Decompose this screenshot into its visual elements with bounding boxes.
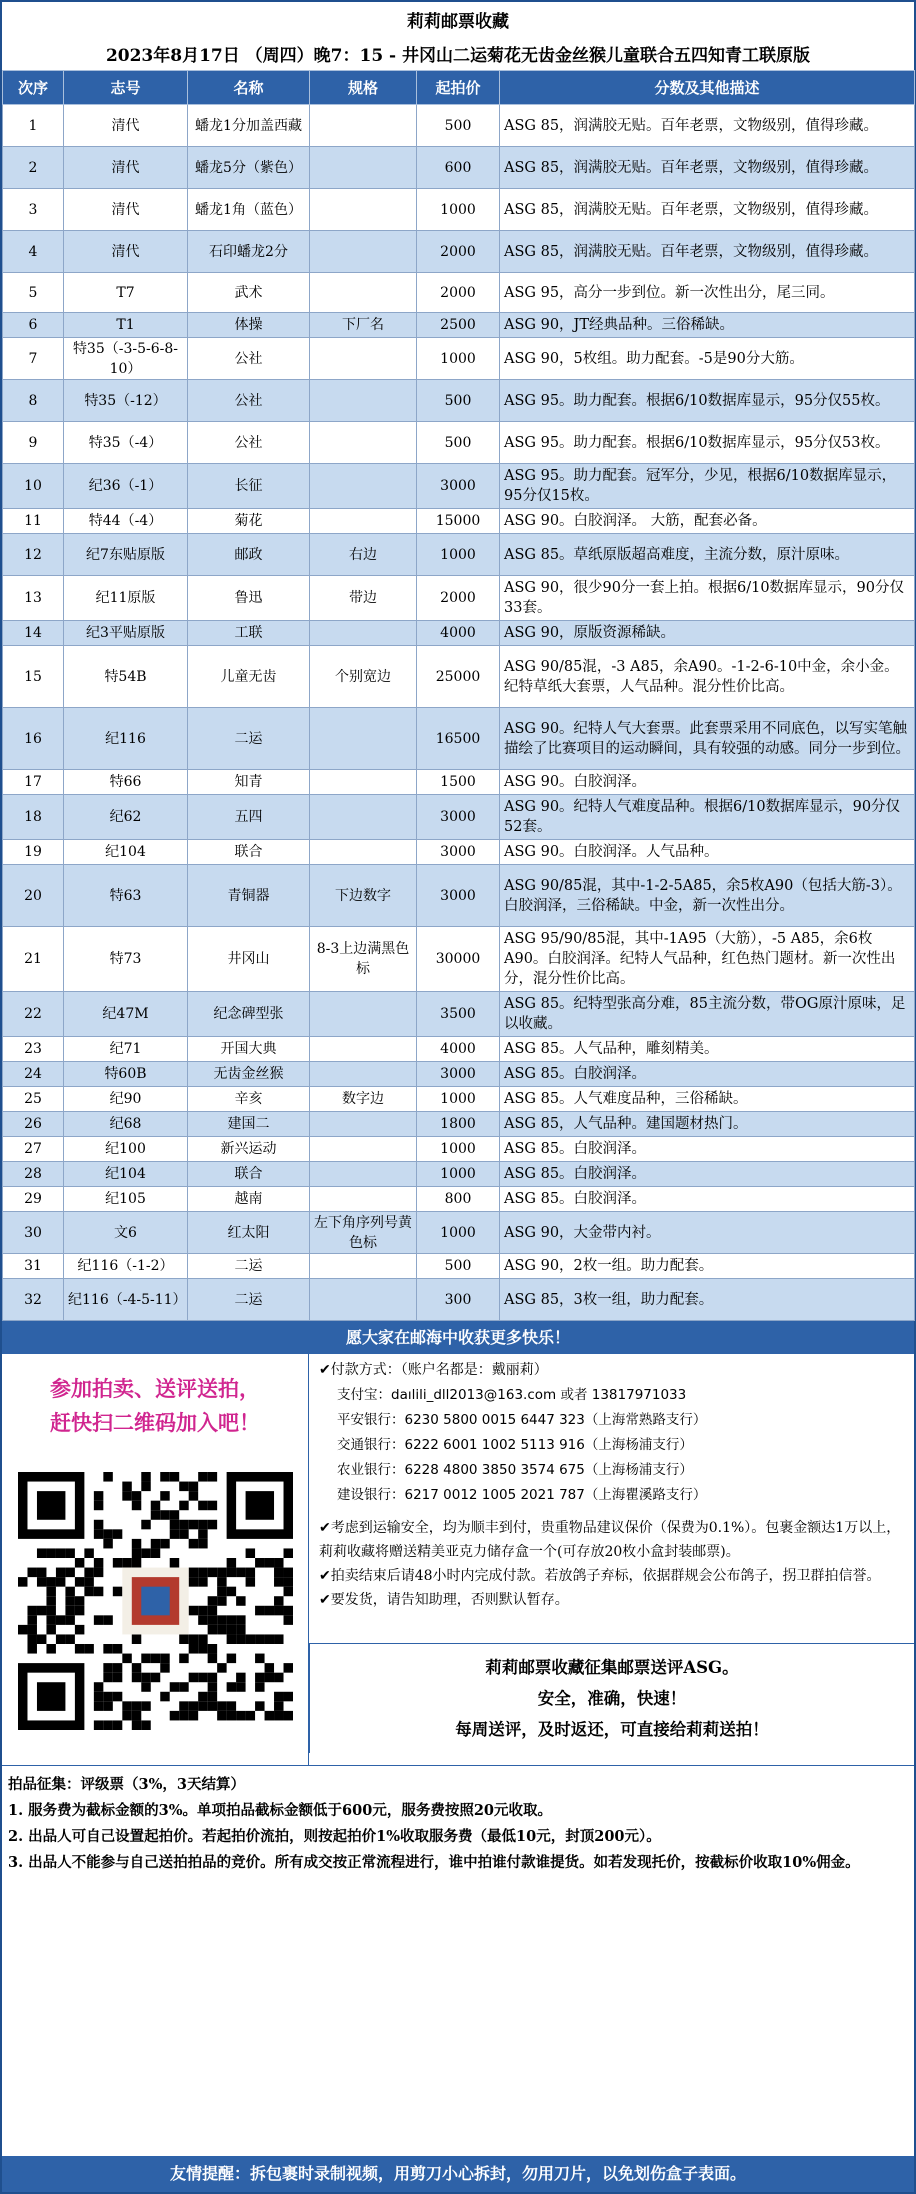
stamp-spec (310, 338, 417, 380)
description: ASG 90。白胶润泽。 (500, 770, 915, 795)
row-number: 4 (3, 231, 64, 273)
row-number: 6 (3, 313, 64, 338)
start-price: 500 (417, 422, 500, 464)
stamp-name: 新兴运动 (188, 1137, 310, 1162)
row-number: 32 (3, 1279, 64, 1321)
stamp-spec: 下边数字 (310, 865, 417, 927)
row-number: 27 (3, 1137, 64, 1162)
description: ASG 85，3枚一组，助力配套。 (500, 1279, 915, 1321)
row-number: 18 (3, 795, 64, 840)
stamp-spec (310, 422, 417, 464)
table-row (3, 338, 915, 380)
column-header: 志号 (64, 71, 188, 105)
table-row (3, 992, 915, 1037)
description: ASG 85。纪特型张高分难，85主流分数，带OG原汁原味，足以收藏。 (500, 992, 915, 1037)
stamp-spec (310, 273, 417, 313)
start-price: 1000 (417, 1087, 500, 1112)
stamp-code: 清代 (64, 147, 188, 189)
stamp-name: 二运 (188, 708, 310, 770)
stamp-name: 建国二 (188, 1112, 310, 1137)
table-row (3, 1087, 915, 1112)
stamp-code: T1 (64, 313, 188, 338)
stamp-name: 纪念碑型张 (188, 992, 310, 1037)
start-price: 3500 (417, 992, 500, 1037)
start-price: 3000 (417, 840, 500, 865)
start-price: 500 (417, 380, 500, 422)
start-price: 3000 (417, 795, 500, 840)
table-row (3, 509, 915, 534)
stamp-code: 特54B (64, 646, 188, 708)
info-section (2, 1354, 914, 1766)
description: ASG 90，很少90分一套上拍。根据6/10数据库显示，90分仅33套。 (500, 576, 915, 621)
row-number: 2 (3, 147, 64, 189)
stamp-code: 纪71 (64, 1037, 188, 1062)
stamp-name: 知青 (188, 770, 310, 795)
stamp-spec: 下厂名 (310, 313, 417, 338)
row-number: 24 (3, 1062, 64, 1087)
stamp-name: 辛亥 (188, 1087, 310, 1112)
payment-heading: ✔付款方式：（账户名都是：戴丽莉） (319, 1362, 548, 1378)
stamp-spec (310, 840, 417, 865)
description: ASG 90，5枚组。助力配套。-5是90分大筋。 (500, 338, 915, 380)
row-number: 9 (3, 422, 64, 464)
stamp-code: 纪90 (64, 1087, 188, 1112)
description: ASG 85，润满胶无贴。百年老票，文物级别，值得珍藏。 (500, 231, 915, 273)
row-number: 3 (3, 189, 64, 231)
start-price: 600 (417, 147, 500, 189)
stamp-code: 纪104 (64, 1162, 188, 1187)
column-header: 名称 (188, 71, 310, 105)
stamp-code: 特60B (64, 1062, 188, 1087)
stamp-spec (310, 105, 417, 147)
row-number: 8 (3, 380, 64, 422)
stamp-code: 纪116（-1-2） (64, 1254, 188, 1279)
stamp-name: 公社 (188, 338, 310, 380)
stamp-code: 特73 (64, 927, 188, 992)
description: ASG 90/85混，-3 A85，余A90。-1-2-6-10中金，余小金。纪特草纸大套票，人气品种。混分性价比高。 (500, 646, 915, 708)
stamp-name: 蟠龙1分加盖西藏 (188, 105, 310, 147)
table-row (3, 1187, 915, 1212)
table-body (3, 105, 915, 1321)
table-row (3, 105, 915, 147)
stamp-spec (310, 1112, 417, 1137)
stamp-name: 无齿金丝猴 (188, 1062, 310, 1087)
description: ASG 95，高分一步到位。新一次性出分，尾三同。 (500, 273, 915, 313)
stamp-code: 特66 (64, 770, 188, 795)
bank-account: 建设银行：6217 0012 1005 2021 787（上海瞿溪路支行） (337, 1487, 707, 1503)
stamp-spec (310, 231, 417, 273)
reminder-footer: 友情提醒：拆包裹时录制视频，用剪刀小心拆封，勿用刀片，以免划伤盒子表面。 (2, 2156, 914, 2192)
row-number: 15 (3, 646, 64, 708)
stamp-code: 纪100 (64, 1137, 188, 1162)
stamp-code: 特35（-4） (64, 422, 188, 464)
stamp-spec (310, 189, 417, 231)
description: ASG 90。白胶润泽。人气品种。 (500, 840, 915, 865)
stamp-code: 纪7东贴原版 (64, 534, 188, 576)
consignment-rules (2, 1766, 914, 1921)
description: ASG 95。助力配套。根据6/10数据库显示，95分仅53枚。 (500, 422, 915, 464)
description: ASG 85，润满胶无贴。百年老票，文物级别，值得珍藏。 (500, 189, 915, 231)
table-row (3, 422, 915, 464)
stamp-spec: 个别宽边 (310, 646, 417, 708)
rules-title: 拍品征集：评级票（3%，3天结算） (8, 1776, 245, 1793)
description: ASG 85。白胶润泽。 (500, 1187, 915, 1212)
start-price: 1800 (417, 1112, 500, 1137)
stamp-name: 青铜器 (188, 865, 310, 927)
row-number: 12 (3, 534, 64, 576)
table-row (3, 189, 915, 231)
table-row (3, 1037, 915, 1062)
description: ASG 90/85混，其中-1-2-5A85，余5枚A90（包括大筋-3）。白胶润泽，三俗稀缺。中金，新一次性出分。 (500, 865, 915, 927)
start-price: 4000 (417, 1037, 500, 1062)
table-row (3, 1137, 915, 1162)
stamp-code: 纪36（-1） (64, 464, 188, 509)
auction-table (2, 70, 915, 1321)
row-number: 29 (3, 1187, 64, 1212)
stamp-spec (310, 770, 417, 795)
table-row (3, 840, 915, 865)
start-price: 30000 (417, 927, 500, 992)
stamp-spec (310, 1037, 417, 1062)
stamp-spec (310, 1137, 417, 1162)
note-item: ✔考虑到运输安全，均为顺丰到付，贵重物品建议保价（保费为0.1%）。包裹金额达1万以上，莉莉收藏将赠送精美亚克力储存盒一个(可存放20枚小盒封装邮票)。 (319, 1520, 901, 1560)
table-row (3, 621, 915, 646)
row-number: 17 (3, 770, 64, 795)
description: ASG 90，JT经典品种。三俗稀缺。 (500, 313, 915, 338)
stamp-spec (310, 380, 417, 422)
table-row (3, 1162, 915, 1187)
table-row (3, 708, 915, 770)
row-number: 25 (3, 1087, 64, 1112)
column-header: 规格 (310, 71, 417, 105)
table-header-row (3, 71, 915, 105)
description: ASG 90，原版资源稀缺。 (500, 621, 915, 646)
table-row (3, 1112, 915, 1137)
start-price: 1000 (417, 189, 500, 231)
bank-account: 农业银行：6228 4800 3850 3574 675（上海杨浦支行） (337, 1462, 693, 1478)
stamp-name: 石印蟠龙2分 (188, 231, 310, 273)
stamp-code: 纪116（-4-5-11） (64, 1279, 188, 1321)
stamp-spec: 右边 (310, 534, 417, 576)
rule-item: 3. 出品人不能参与自己送拍拍品的竞价。所有成交按正常流程进行，谁中拍谁付款谁提货。如若发现托价，按截标价收取10%佣金。 (8, 1854, 860, 1871)
stamp-name: 蟠龙1角（蓝色） (188, 189, 310, 231)
table-row (3, 1254, 915, 1279)
table-row (3, 1062, 915, 1087)
stamp-spec (310, 1279, 417, 1321)
stamp-spec (310, 1254, 417, 1279)
stamp-code: 清代 (64, 231, 188, 273)
bank-account: 交通银行：6222 6001 1002 5113 916（上海杨浦支行） (337, 1437, 693, 1453)
table-row (3, 1279, 915, 1321)
stamp-name: 长征 (188, 464, 310, 509)
stamp-code: 特35（-12） (64, 380, 188, 422)
stamp-name: 公社 (188, 380, 310, 422)
promo-line: 赶快扫二维码加入吧！ (50, 1410, 260, 1435)
promo-line: 参加拍卖、送评送拍， (50, 1376, 260, 1401)
qr-code-icon[interactable] (18, 1472, 293, 1730)
row-number: 23 (3, 1037, 64, 1062)
row-number: 5 (3, 273, 64, 313)
table-row (3, 865, 915, 927)
page-title: 莉莉邮票收藏 (407, 12, 509, 32)
row-number: 16 (3, 708, 64, 770)
start-price: 3000 (417, 464, 500, 509)
stamp-name: 武术 (188, 273, 310, 313)
start-price: 300 (417, 1279, 500, 1321)
start-price: 4000 (417, 621, 500, 646)
stamp-name: 儿童无齿 (188, 646, 310, 708)
start-price: 16500 (417, 708, 500, 770)
stamp-name: 菊花 (188, 509, 310, 534)
stamp-spec (310, 992, 417, 1037)
stamp-code: 特63 (64, 865, 188, 927)
start-price: 500 (417, 105, 500, 147)
description: ASG 95/90/85混，其中-1A95（大筋），-5 A85，余6枚A90。白胶润泽。纪特人气品种，红色热门题材。新一次性出分，混分性价比高。 (500, 927, 915, 992)
start-price: 1000 (417, 534, 500, 576)
description: ASG 85。人气难度品种，三俗稀缺。 (500, 1087, 915, 1112)
row-number: 22 (3, 992, 64, 1037)
description: ASG 85，人气品种。建国题材热门。 (500, 1112, 915, 1137)
stamp-code: 清代 (64, 105, 188, 147)
stamp-code: 纪11原版 (64, 576, 188, 621)
stamp-name: 开国大典 (188, 1037, 310, 1062)
stamp-spec (310, 1187, 417, 1212)
promo-panel (2, 1354, 309, 1765)
alipay-account: 支付宝：daılili_dll2013@163.com 或者 13817971033 (337, 1387, 687, 1403)
stamp-name: 联合 (188, 1162, 310, 1187)
note-item: ✔要发货，请告知助理，否则默认暂存。 (319, 1592, 569, 1608)
stamp-name: 二运 (188, 1279, 310, 1321)
start-price: 15000 (417, 509, 500, 534)
stamp-code: 纪3平贴原版 (64, 621, 188, 646)
table-row (3, 273, 915, 313)
start-price: 1000 (417, 1212, 500, 1254)
row-number: 26 (3, 1112, 64, 1137)
stamp-spec (310, 1162, 417, 1187)
stamp-spec: 左下角序列号黄色标 (310, 1212, 417, 1254)
table-row (3, 534, 915, 576)
bank-account: 平安银行：6230 5800 0015 6447 323（上海常熟路支行） (337, 1412, 707, 1428)
rule-item: 2. 出品人可自己设置起拍价。若起拍价流拍，则按起拍价1%收取服务费（最低10元，封顶200元）。 (8, 1828, 661, 1845)
table-row (3, 464, 915, 509)
description: ASG 95。助力配套。冠军分，少见，根据6/10数据库显示，95分仅15枚。 (500, 464, 915, 509)
stamp-spec: 8-3上边满黑色标 (310, 927, 417, 992)
wish-banner: 愿大家在邮海中收获更多快乐！ (2, 1321, 914, 1354)
column-header: 分数及其他描述 (500, 71, 915, 105)
start-price: 1000 (417, 338, 500, 380)
start-price: 2000 (417, 273, 500, 313)
description: ASG 85。白胶润泽。 (500, 1162, 915, 1187)
stamp-code: 特35（-3-5-6-8-10） (64, 338, 188, 380)
start-price: 2000 (417, 576, 500, 621)
description: ASG 85。人气品种，雕刻精美。 (500, 1037, 915, 1062)
table-row (3, 380, 915, 422)
row-number: 31 (3, 1254, 64, 1279)
stamp-spec (310, 147, 417, 189)
row-number: 1 (3, 105, 64, 147)
service-line: 每周送评，及时返还，可直接给莉莉送拍！ (455, 1720, 769, 1739)
row-number: 19 (3, 840, 64, 865)
note-item: ✔拍卖结束后请48小时内完成付款。若放鸽子弃标，依据群规会公布鸽子，拐卫群拍信誉。 (319, 1568, 881, 1584)
stamp-code: 纪62 (64, 795, 188, 840)
row-number: 20 (3, 865, 64, 927)
stamp-spec (310, 464, 417, 509)
description: ASG 85。白胶润泽。 (500, 1137, 915, 1162)
stamp-code: 纪68 (64, 1112, 188, 1137)
row-number: 14 (3, 621, 64, 646)
stamp-code: 文6 (64, 1212, 188, 1254)
stamp-name: 井冈山 (188, 927, 310, 992)
column-header: 次序 (3, 71, 64, 105)
stamp-name: 联合 (188, 840, 310, 865)
row-number: 11 (3, 509, 64, 534)
shipping-notes (319, 1516, 906, 1612)
row-number: 21 (3, 927, 64, 992)
start-price: 25000 (417, 646, 500, 708)
promo-text (2, 1354, 308, 1440)
row-number: 7 (3, 338, 64, 380)
table-row (3, 1212, 915, 1254)
stamp-spec (310, 621, 417, 646)
stamp-code: 纪116 (64, 708, 188, 770)
description: ASG 85，润满胶无贴。百年老票，文物级别，值得珍藏。 (500, 105, 915, 147)
stamp-name: 工联 (188, 621, 310, 646)
row-number: 10 (3, 464, 64, 509)
table-row (3, 147, 915, 189)
table-row (3, 313, 915, 338)
stamp-code: 清代 (64, 189, 188, 231)
stamp-spec (310, 708, 417, 770)
stamp-spec (310, 1062, 417, 1087)
service-line: 安全，准确，快速！ (537, 1689, 687, 1708)
stamp-code: 纪47M (64, 992, 188, 1037)
table-row (3, 927, 915, 992)
stamp-spec: 带边 (310, 576, 417, 621)
description: ASG 85，润满胶无贴。百年老票，文物级别，值得珍藏。 (500, 147, 915, 189)
start-price: 3000 (417, 1062, 500, 1087)
stamp-code: 特44（-4） (64, 509, 188, 534)
stamp-name: 公社 (188, 422, 310, 464)
start-price: 1000 (417, 1137, 500, 1162)
stamp-name: 鲁迅 (188, 576, 310, 621)
description: ASG 90。白胶润泽。 大筋，配套必备。 (500, 509, 915, 534)
payment-panel (309, 1354, 914, 1765)
stamp-name: 五四 (188, 795, 310, 840)
table-row (3, 646, 915, 708)
auction-subtitle: 2023年8月17日 （周四）晚7：15 - 井冈山二运菊花无齿金丝猴儿童联合五四知青工联原版 (105, 46, 811, 66)
stamp-name: 体操 (188, 313, 310, 338)
row-number: 30 (3, 1212, 64, 1254)
description: ASG 90。纪特人气大套票。此套票采用不同底色，以写实笔触描绘了比赛项目的运动瞬间，具有较强的动感。同分一步到位。 (500, 708, 915, 770)
stamp-spec: 数字边 (310, 1087, 417, 1112)
start-price: 800 (417, 1187, 500, 1212)
start-price: 1000 (417, 1162, 500, 1187)
table-row (3, 795, 915, 840)
start-price: 1500 (417, 770, 500, 795)
stamp-spec (310, 795, 417, 840)
stamp-code: 纪104 (64, 840, 188, 865)
stamp-name: 越南 (188, 1187, 310, 1212)
description: ASG 85。草纸原版超高难度，主流分数，原汁原味。 (500, 534, 915, 576)
stamp-spec (310, 509, 417, 534)
start-price: 500 (417, 1254, 500, 1279)
service-line: 莉莉邮票收藏征集邮票送评ASG。 (485, 1658, 739, 1677)
table-row (3, 231, 915, 273)
description: ASG 90，2枚一组。助力配套。 (500, 1254, 915, 1279)
column-header: 起拍价 (417, 71, 500, 105)
table-row (3, 576, 915, 621)
description: ASG 90，大金带内衬。 (500, 1212, 915, 1254)
service-promo (309, 1643, 914, 1753)
start-price: 2500 (417, 313, 500, 338)
description: ASG 85。白胶润泽。 (500, 1062, 915, 1087)
description: ASG 95。助力配套。根据6/10数据库显示，95分仅55枚。 (500, 380, 915, 422)
stamp-name: 二运 (188, 1254, 310, 1279)
rule-item: 1. 服务费为截标金额的3%。单项拍品截标金额低于600元，服务费按照20元收取。 (8, 1802, 552, 1819)
stamp-name: 邮政 (188, 534, 310, 576)
description: ASG 90。纪特人气难度品种。根据6/10数据库显示，90分仅52套。 (500, 795, 915, 840)
stamp-code: T7 (64, 273, 188, 313)
start-price: 3000 (417, 865, 500, 927)
row-number: 28 (3, 1162, 64, 1187)
stamp-name: 红太阳 (188, 1212, 310, 1254)
stamp-name: 蟠龙5分（紫色） (188, 147, 310, 189)
stamp-code: 纪105 (64, 1187, 188, 1212)
payment-info (309, 1354, 914, 1643)
start-price: 2000 (417, 231, 500, 273)
table-row (3, 770, 915, 795)
row-number: 13 (3, 576, 64, 621)
